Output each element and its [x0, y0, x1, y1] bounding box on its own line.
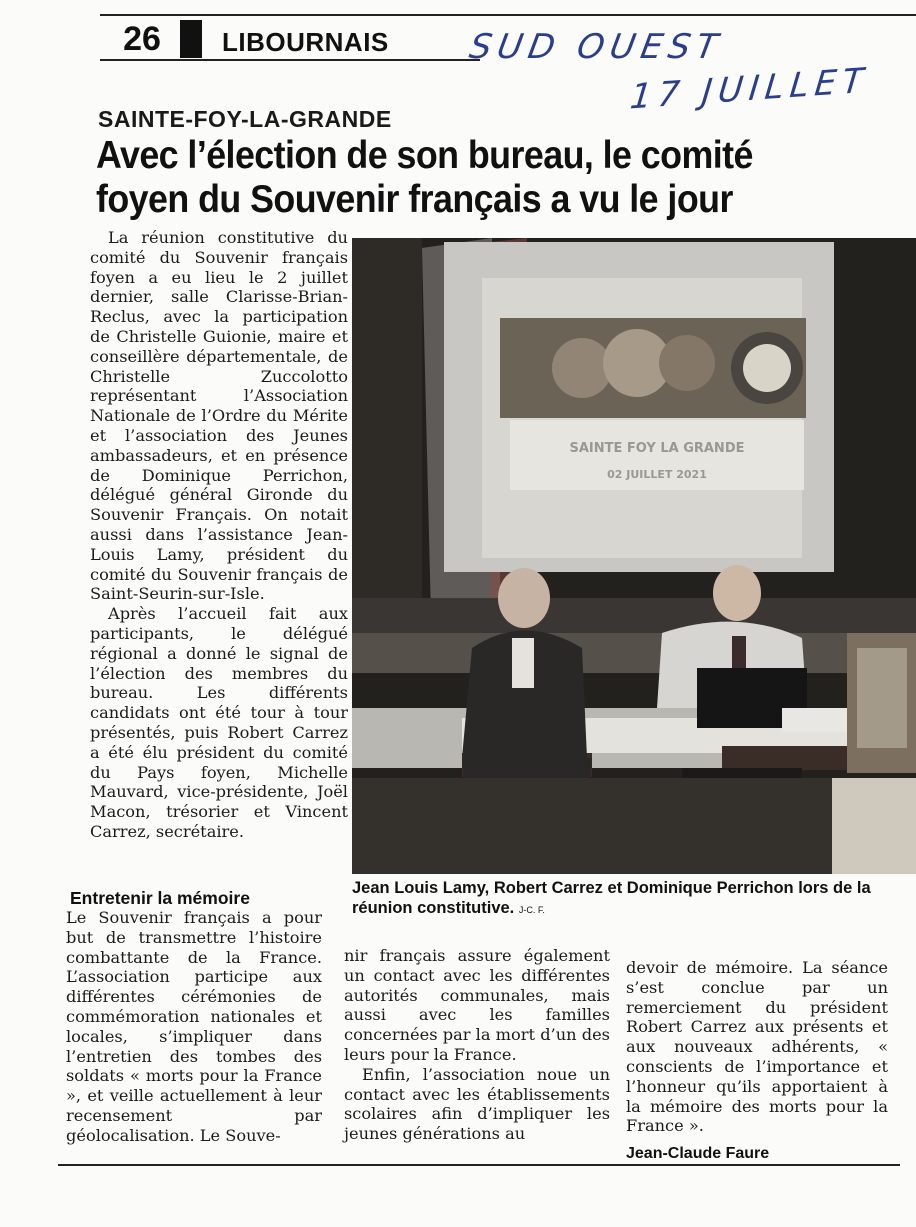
article-column-2 [66, 908, 322, 1146]
paragraph-intro: La réunion constitutive du comité du Souvenir français foyen a eu lieu le 2 juillet dernier, salle Clarisse-Brian-Reclus, avec la participation de Christelle Guionie, maire et conseillère départementale, de Christelle Zuccolotto représentant l’Association Nationale de l’Ordre du Mérite et l’association des Jeunes ambassadeurs, et en présence de Dominique Perrichon, délégué général Gironde du Souvenir Français. On notait aussi dans l’assistance Jean-Louis Lamy, président du comité du Souvenir français de Saint-Seurin-sur-Isle. [90, 228, 348, 604]
header-rule-top [100, 14, 916, 16]
paragraph-schools: Enfin, l’association noue un contact avec les établissements scolaires afin d’impliquer les jeunes générations au [344, 1064, 610, 1144]
paragraph-mission: Le Souvenir français a pour but de transmettre l’histoire combattante de la France. L’association participe aux différentes cérémonies de commémoration nationales et locales, s’impliquer dans l’entretien des tombes des soldats « morts pour la France », et veille actuellement à leur recensement par géolocalisation. Le Souve- [66, 908, 322, 1145]
photo-meeting-scene [352, 238, 916, 874]
paragraph-election: Après l’accueil fait aux participants, le délégué régional a donné le signal de l’élection des membres du bureau. Les différents candidats ont été tour à tour présentés, puis Robert Carrez a été élu président du comité du Pays foyen, Michelle Mauvard, vice-présidente, Joël Macon, trésorier et Vincent Carrez, secrétaire. [90, 604, 348, 841]
section-name: LIBOURNAIS [222, 27, 389, 57]
handwritten-date: 17 JUILLET [628, 60, 871, 118]
article-subhead: Entretenir la mémoire [70, 888, 250, 908]
footer-rule [58, 1164, 900, 1166]
slide-date: 02 JUILLET 2021 [607, 468, 707, 481]
page-number-block [180, 20, 202, 58]
headline-line-2: foyen du Souvenir français a vu le jour [96, 178, 733, 221]
article-headline [96, 134, 803, 222]
article-column-3 [344, 946, 610, 1144]
article-column-1 [90, 228, 348, 842]
handwritten-source: SUD OUEST [466, 27, 727, 67]
photo-caption [352, 878, 900, 920]
article-column-4 [626, 958, 888, 1136]
slide-title: SAINTE FOY LA GRANDE [569, 441, 745, 456]
page-number: 26 [123, 20, 161, 58]
paragraph-contacts: nir français assure également un contact avec les différentes autorités communales, mais aussi avec les familles concernées par la mort d’un des leurs pour la France. [344, 946, 610, 1064]
paragraph-conclusion: devoir de mémoire. La séance s’est conclue par un remerciement du président Robert Carrez aux présents et aux nouveaux adhérents, « conscients de l’importance et l’honneur qu’ils apportaient à la mémoire des morts pour la France ». [626, 958, 888, 1136]
headline-line-1: Avec l’élection de son bureau, le comité [96, 134, 753, 177]
caption-credit: J-C. F. [518, 905, 545, 915]
header-rule-bottom [100, 59, 480, 61]
article-kicker: SAINTE-FOY-LA-GRANDE [98, 106, 392, 132]
caption-text: Jean Louis Lamy, Robert Carrez et Dominique Perrichon lors de la réunion constitutive. [352, 879, 871, 917]
author-signature: Jean-Claude Faure [626, 1145, 770, 1162]
article-photo [352, 238, 916, 874]
